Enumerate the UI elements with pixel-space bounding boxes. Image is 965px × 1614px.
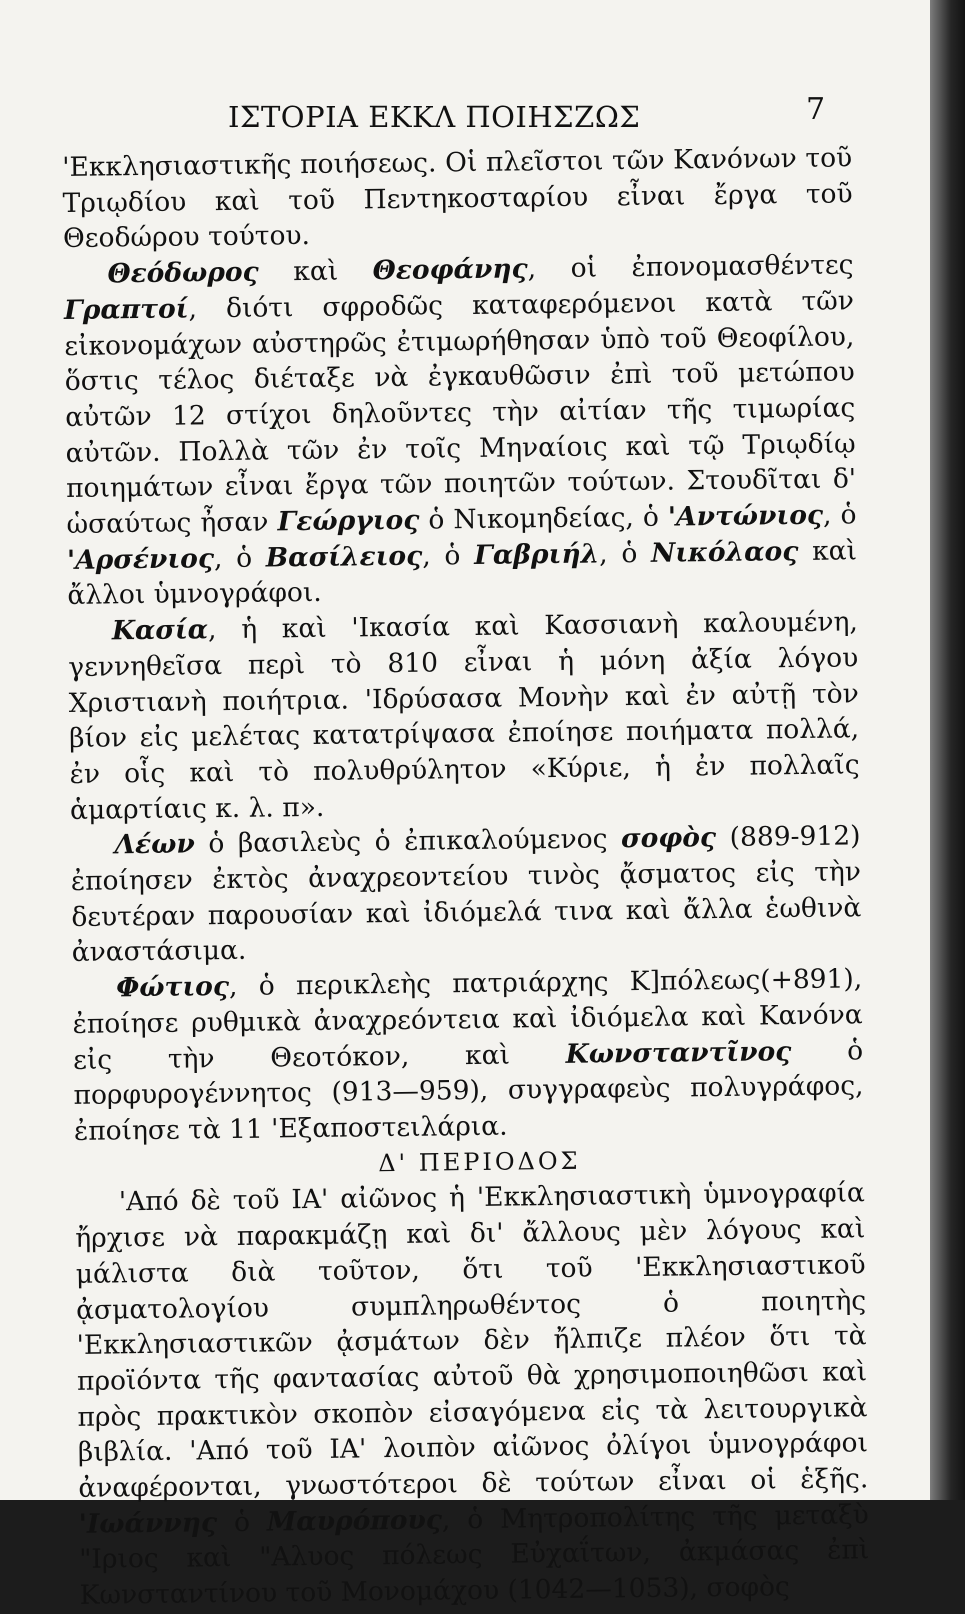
name-emphasis: 'Αντώνιος — [667, 499, 824, 533]
paragraph — [70, 819, 862, 971]
name-emphasis: 'Ιωάννης — [78, 1506, 218, 1540]
section-heading: Δ' ΠΕΡΙΟΔΟΣ — [378, 1146, 581, 1177]
name-emphasis: Φώτιος — [116, 971, 230, 1004]
name-emphasis: Μαυρόπους — [266, 1504, 443, 1538]
name-emphasis: Λέων — [114, 828, 195, 861]
text-run: ὁ βασιλεὺς ὁ ἐπικαλούμενος — [194, 823, 622, 860]
paragraph — [72, 961, 864, 1149]
text-run: , ἡ καὶ 'Ικασία καὶ Κασσιανὴ καλουμένη, γεννηθεῖσα περὶ τὸ 810 εἶναι ἡ μόνη ἀξία λόγου Χριστιανὴ ποιήτρια. 'Ιδρύσασα Μονὴν καὶ ἐν αὐτῇ τὸν βίον εἰς μελέτας κατατρίψασα ἐποίησε ποιήματα πολλά, ἐν οἷς καὶ τὸ πολυθρύλητον «Κύριε, ἡ ἐν πολλαῖς ἁμαρτίαις κ. λ. π». — [68, 606, 860, 826]
text-run: , ὁ — [599, 537, 652, 570]
text-run: , ὁ — [822, 499, 857, 531]
name-emphasis: Κασία — [111, 614, 209, 647]
paragraph — [75, 1176, 870, 1614]
text-run: , οἱ ἐπονομασθέντες — [527, 249, 854, 285]
name-emphasis: Γραπτοί — [63, 293, 189, 326]
text-run: καὶ — [258, 255, 373, 288]
name-emphasis: Γεώργιος — [277, 504, 420, 538]
book-edge-shadow — [930, 0, 965, 1500]
name-emphasis: Κωνσταντῖνος — [565, 1035, 792, 1070]
name-emphasis: Θεοφάνης — [372, 253, 528, 287]
text-run: καὶ ἄλλοι ὑμνογράφοι. — [67, 535, 858, 612]
name-emphasis: σοφὸς — [620, 822, 717, 855]
text-run: ὁ — [216, 1506, 268, 1538]
name-emphasis: 'Αρσένιος — [66, 542, 215, 576]
text-run: , ὁ — [422, 539, 475, 572]
name-emphasis: Θεόδωρος — [107, 256, 259, 290]
text-run: , ὁ περικλεὴς πατριάρχης Κ]πόλεως(+891), ἐποίησε ρυθμικὰ ἀναχρεόντεια καὶ ἰδιόμελα καὶ Κανόνα εἰς τὴν Θεοτόκον, καὶ — [72, 963, 863, 1076]
text-run: ὁ πορφυρογέννητος (913—959), συγγραφεὺς πολυγράφος, ἐποίησε τὰ 11 'Εξαποστειλάρια. — [73, 1034, 864, 1147]
text-run: ὁ Νικομηδείας, ὁ — [419, 501, 669, 536]
running-title: ΙΣΤΟΡΙΑ ΕΚΚΛ ΠΟΙΗΣΖΩΣ — [228, 100, 641, 134]
paragraph — [63, 247, 857, 614]
text-run: , διότι σφροδῶς καταφερόμενοι κατὰ τῶν εἰκονομάχων αὐστηρῶς ἐτιμωρήθησαν ὑπὸ τοῦ Θεοφίλου, ὅστις τέλος διέταξε νὰ ἐγκαυθῶσιν ἐπὶ τοῦ μετώπου αὐτῶν 12 στίχοι δηλοῦντες τὴν αἰτίαν τῆς τιμωρίας αὐτῶν. Πολλὰ τῶν ἐν τοῖς Μηναίοις καὶ τῷ Τριῳδίῳ ποιημάτων εἶναι ἔργα τῶν ποιητῶν τούτων. Στουδῖται δ' ὡσαύτως ἦσαν — [64, 285, 857, 541]
text-run: (889-912) ἐποίησεν ἐκτὸς ἀναχρεοντείου τινὸς ᾄσματος εἰς τὴν δευτέραν παρουσίαν καὶ ἰδιόμελά τινα καὶ ἄλλα ἑωθινὰ ἀναστάσιμα. — [70, 820, 862, 969]
text-run: 'Εκκλησιαστικῆς ποιήσεως. Οἱ πλεῖστοι τῶν Κανόνων τοῦ Τριῳδίου καὶ τοῦ Πεντηκοσταρίου εἶναι ἔργα τοῦ Θεοδώρου τούτου. — [62, 142, 853, 255]
name-emphasis: Γαβριήλ — [473, 538, 600, 571]
name-emphasis: Βασίλειος — [265, 540, 423, 574]
body-text — [62, 140, 870, 1613]
page-header — [0, 88, 930, 138]
text-run: 'Από δὲ τοῦ ΙΑ' αἰῶνος ἡ 'Εκκλησιαστικὴ ὑμνογραφία ἤρχισε νὰ παρακμάζῃ καὶ δι' ἄλλους μὲν λόγους καὶ μάλιστα διὰ τοῦτον, ὅτι τοῦ 'Εκκλησιαστικοῦ ᾀσματολογίου συμπληρωθέντος ὁ ποιητὴς 'Εκκλησιαστικῶν ᾀσμάτων δὲν ἤλπιζε πλέον ὅτι τὰ προϊόντα τῆς φαντασίας αὐτοῦ θὰ χρησιμοποιηθῶσι καὶ πρὸς πρακτικὸν σκοπὸν εἰσαγόμενα εἰς τὰ λειτουργικὰ βιβλία. 'Από τοῦ ΙΑ' λοιπὸν αἰῶνος ὀλίγοι ὑμνογράφοι ἀναφέρονται, γνωστότεροι δὲ τούτων εἶναι οἱ ἑξῆς. — [75, 1177, 869, 1504]
text-run: , ὁ — [213, 542, 266, 574]
paragraph — [62, 140, 853, 257]
name-emphasis: Νικόλαος — [650, 535, 799, 569]
page-number: 7 — [806, 92, 826, 127]
paragraph — [68, 604, 861, 828]
text-run: , ὁ Μητροπολίτης τῆς μεταξὺ "Ιριος καὶ "Αλυος πόλεως Εὐχαΐτων, ἀκμάσας ἐπὶ Κωνσταντίνου τοῦ Μονομάχου (1042—1053), σοφὸς — [79, 1498, 870, 1612]
